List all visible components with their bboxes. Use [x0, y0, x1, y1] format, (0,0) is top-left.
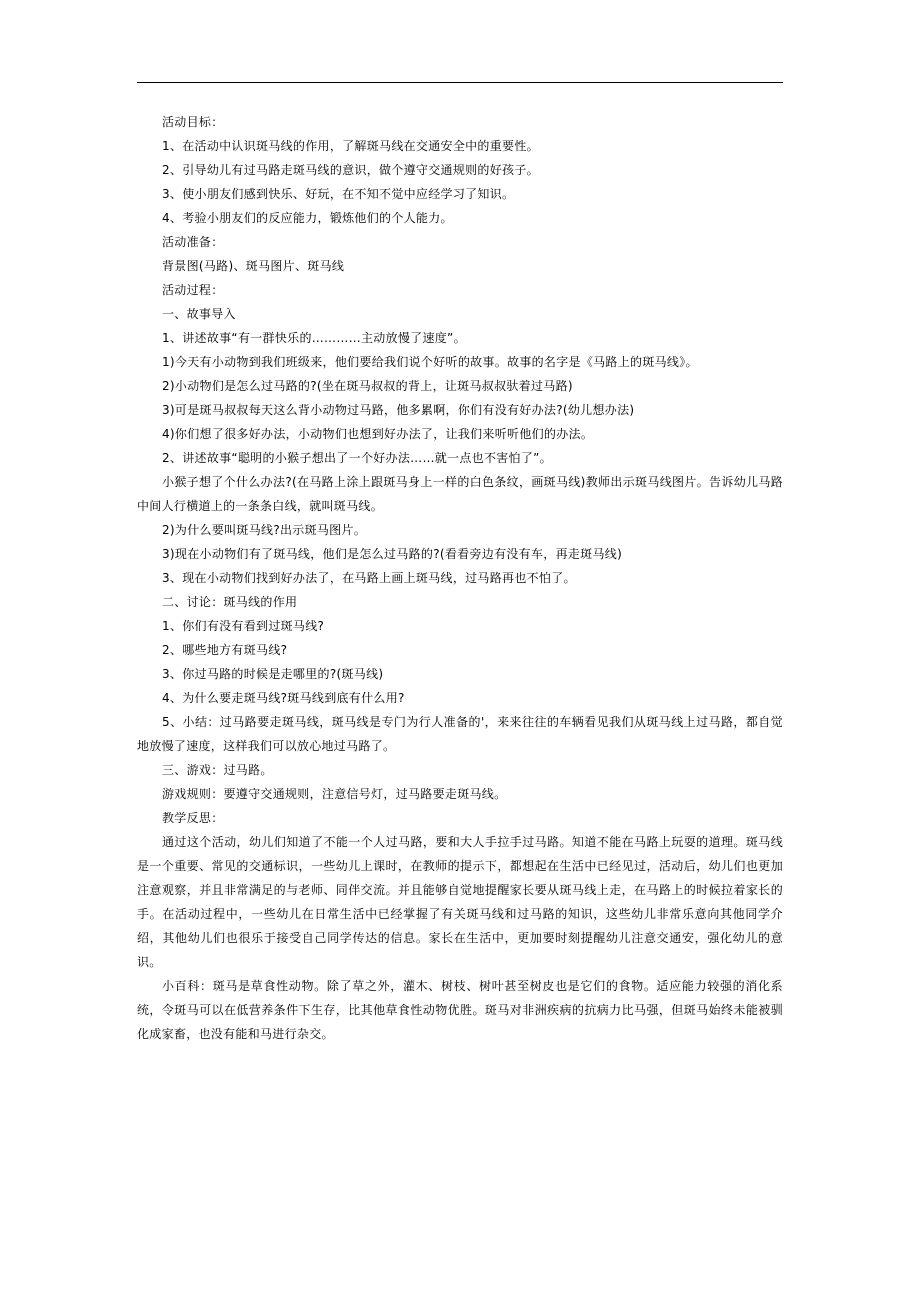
text-line: 1、在活动中认识斑马线的作用，了解斑马线在交通安全中的重要性。 [162, 139, 539, 153]
text-line: 4、为什么要走斑马线?斑马线到底有什么用? [162, 691, 405, 705]
text-line: 一、故事导入 [162, 307, 236, 321]
text-line: 活动准备： [162, 235, 224, 249]
paragraph: 小百科：斑马是草食性动物。除了草之外，灌木、树枝、树叶甚至树皮也是它们的食物。适应能力较强的消化系统，令斑马可以在低营养条件下生存，比其他草食性动物优胜。斑马对非洲疾病的抗病力比马强，但斑马始终未能被驯化成家畜，也没有能和马进行杂交。 [137, 979, 783, 1041]
text-line: 2)小动物们是怎么过马路的?(坐在斑马叔叔的背上，让斑马叔叔驮着过马路) [162, 379, 573, 393]
text-line: 1、你们有没有看到过斑马线? [162, 619, 325, 633]
text-line: 1)今天有小动物到我们班级来，他们要给我们说个好听的故事。故事的名字是《马路上的斑马线》。 [162, 355, 698, 369]
text-line: 4)你们想了很多好办法，小动物们也想到好办法了，让我们来听听他们的办法。 [162, 427, 594, 441]
paragraph: 小猴子想了个什么办法?(在马路上涂上跟斑马身上一样的白色条纹，画斑马线)教师出示斑马线图片。告诉幼儿马路中间人行横道上的一条条白线，就叫斑马线。 [137, 475, 783, 513]
text-line: 3)现在小动物们有了斑马线，他们是怎么过马路的?(看看旁边有没有车，再走斑马线) [162, 547, 623, 561]
text-line: 三、游戏：过马路。 [162, 763, 273, 777]
text-line: 4、考验小朋友们的反应能力，锻炼他们的个人能力。 [162, 211, 453, 225]
text-line: 3、现在小动物们找到好办法了，在马路上画上斑马线，过马路再也不怕了。 [162, 571, 576, 585]
text-line: 2)为什么要叫斑马线?出示斑马图片。 [162, 523, 367, 537]
text-line: 2、引导幼儿有过马路走斑马线的意识，做个遵守交通规则的好孩子。 [162, 163, 539, 177]
paragraph: 5、小结：过马路要走斑马线，斑马线是专门为行人准备的'，来来往往的车辆看见我们从斑马线上过马路，都自觉地放慢了速度，这样我们可以放心地过马路了。 [137, 715, 783, 753]
paragraph: 通过这个活动，幼儿们知道了不能一个人过马路，要和大人手拉手过马路。知道不能在马路上玩耍的道理。斑马线是一个重要、常见的交通标识，一些幼儿上课时，在教师的提示下，都想起在生活中已经见过，活动后，幼儿们也更加注意观察，并且非常满足的与老师、同伴交流。并且能够自觉地提醒家长要从斑马线上走，在马路上的时候拉着家长的手。在活动过程中，一些幼儿在日常生活中已经掌握了有关斑马线和过马路的知识，这些幼儿非常乐意向其他同学介绍，其他幼儿们也很乐于接受自己同学传达的信息。家长在生活中，更加要时刻提醒幼儿注意交通安，强化幼儿的意识。 [137, 835, 783, 969]
text-line: 背景图(马路)、斑马图片、斑马线 [162, 259, 345, 273]
text-line: 3)可是斑马叔叔每天这么背小动物过马路，他多累啊，你们有没有好办法?(幼儿想办法) [162, 403, 635, 417]
text-line: 2、讲述故事“聪明的小猴子想出了一个好办法……就一点也不害怕了”。 [162, 451, 552, 465]
document-body [137, 110, 783, 1046]
text-line: 3、使小朋友们感到快乐、好玩，在不知不觉中应经学习了知识。 [162, 187, 515, 201]
text-line: 二、讨论：斑马线的作用 [162, 595, 298, 609]
text-line: 游戏规则：要遵守交通规则，注意信号灯，过马路要走斑马线。 [162, 787, 507, 801]
text-line: 1、讲述故事“有一群快乐的…………主动放慢了速度”。 [162, 331, 466, 345]
text-line: 3、你过马路的时候是走哪里的?(斑马线) [162, 667, 384, 681]
header-rule [137, 82, 783, 83]
text-line: 活动过程： [162, 283, 224, 297]
text-line: 2、哪些地方有斑马线? [162, 643, 288, 657]
text-line: 教学反思： [162, 811, 224, 825]
text-line: 活动目标： [162, 115, 224, 129]
